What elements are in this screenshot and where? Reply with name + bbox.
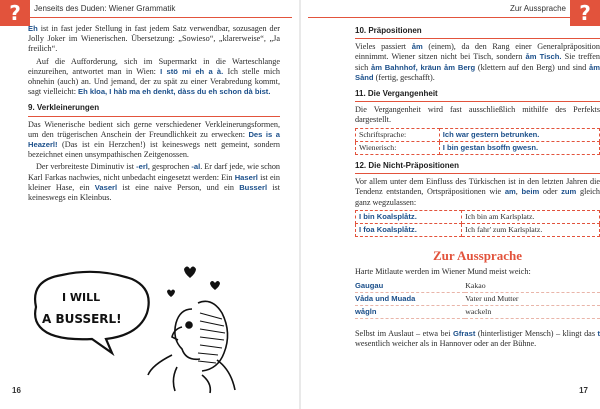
table-cell: wackeln: [465, 306, 600, 319]
table-cell: Schriftsprache:: [356, 128, 440, 141]
heading-rule: [355, 38, 600, 39]
paragraph-auslaut: [355, 329, 600, 349]
running-header: Jenseits des Duden: Wiener Grammatik: [34, 4, 176, 13]
example-table-mitlaute: [355, 280, 600, 320]
paragraph-praepositionen: [355, 42, 600, 83]
dialect-term: Vaserl: [94, 182, 118, 192]
table-cell: Gaugau: [355, 280, 465, 293]
text-run: ist in fast jeder Stellung in fast jedem Satz verwendbar, sozusagen der Jolly Joker im Wienerischen. Übersetzung: „Sowieso“, „klarerweise“, „Ja freilich“.: [28, 24, 280, 54]
table-cell: I foa Koalsplåtz.: [356, 224, 462, 237]
text-run: oder: [539, 187, 562, 197]
dialect-term: -erl: [136, 162, 148, 172]
dialect-term: åm Tisch.: [525, 52, 562, 62]
heading-rule: [355, 101, 600, 102]
paragraph-eh: [28, 24, 280, 55]
text-run: ist keineswegs ein Kleinbus.: [28, 182, 280, 203]
cartoon-illustration: [22, 255, 242, 395]
text-run: (einem), da den Rang einer Generalpräposition einnimmt. Wiener sitzen nicht bei Tisch, sondern: [355, 42, 600, 62]
header-rule: [308, 17, 570, 18]
table-cell: Ich bin am Karlsplatz.: [462, 210, 600, 223]
heart-icon: [167, 267, 220, 298]
text-run: Der verbreiteste Diminutiv ist: [36, 162, 137, 172]
dialect-term: -al: [191, 162, 201, 172]
text-run: (hinterlistiger Mensch) – klingt das: [475, 329, 598, 339]
text-run: ist ein kleiner Hase, ein: [28, 172, 280, 192]
dialect-term: Des is a Heazerl!: [28, 129, 280, 150]
text-run: . Er darf jede, wie schon Karl Farkas nachwies, nicht unbedacht eingesetzt werden: Ein: [28, 162, 281, 182]
dialect-term: Haserl: [234, 172, 258, 182]
table-cell: I bin Koalsplåtz.: [356, 210, 462, 223]
heading-nicht-praepositionen: 12. Die Nicht-Präpositionen: [355, 161, 460, 171]
example-table-nicht-praepositionen: [355, 210, 600, 237]
table-row: [356, 128, 600, 141]
dialect-term: Busserl: [239, 182, 268, 192]
character-drawing: [148, 301, 235, 393]
dialect-term: åm Sånd: [355, 62, 600, 82]
text-run: Das Wienerische bedient sich gerne verschiedener Verkleinerungsformen, um den trügerischen Anschein der Freundlichkeit zu erwecken:: [28, 119, 280, 139]
text-run: ist eine naive Person, und ein: [117, 182, 240, 192]
dialect-term: Eh kloa, I hàb ma eh denkt, dàss du eh schon dà bist.: [78, 87, 271, 97]
paragraph-harte-mitlaute: Harte Mitlaute werden im Wiener Mund meist weich:: [355, 267, 531, 277]
left-text-column: [28, 24, 280, 205]
text-run: Sie treffen sich: [355, 52, 600, 72]
running-header: Zur Aussprache: [509, 4, 566, 13]
paragraph-nicht-praepositionen: [355, 177, 600, 208]
header-rule: [30, 17, 292, 18]
table-cell: Ich war gestern betrunken.: [439, 128, 599, 141]
table-cell: Våda und Muada: [355, 292, 465, 305]
text-run: (klettern auf den Berg) und sind: [475, 62, 590, 72]
heading-verkleinerungen: 9. Verkleinerungen: [28, 103, 100, 113]
table-cell: Kakao: [465, 280, 600, 293]
paragraph-verkleinerung: [28, 120, 280, 161]
text-run: , gesprochen: [147, 162, 192, 172]
text-run: ,: [515, 187, 522, 197]
dialect-term: beim: [521, 187, 540, 197]
speech-text-line2: A BUSSERL!: [42, 312, 122, 326]
question-mark-badge: ?: [570, 0, 600, 26]
table-cell: Vater und Mutter: [465, 292, 600, 305]
table-row: [356, 141, 600, 154]
text-run: (Das ist ein Herzchen!) ist keineswegs nett gemeint, sondern bezeichnet einen unsympathischen Zeitgenossen.: [28, 140, 280, 160]
section-title: Zur Aussprache: [433, 248, 522, 264]
table-cell: wågln: [355, 306, 465, 319]
dialect-term: zum: [561, 187, 577, 197]
dialect-term: Gfrast: [453, 329, 476, 339]
paragraph-diminutiv: [28, 162, 280, 203]
dialect-term: t: [597, 329, 600, 339]
page-number: 17: [579, 386, 588, 395]
text-run: gleich ganz wegzulassen:: [355, 187, 600, 207]
text-run: Vor allem unter dem Einfluss des Türkischen ist in den letzten Jahren die Tendenz entstanden, Ortspräpositionen wie: [355, 177, 600, 197]
dialect-term: Eh: [28, 24, 38, 33]
dialect-term: am: [504, 187, 516, 197]
example-table-vergangenheit: [355, 128, 600, 155]
text-run: wesentlich weicher als in Hannover oder an der Bühne.: [355, 339, 537, 349]
heading-rule: [355, 173, 600, 174]
heading-vergangenheit: 11. Die Vergangenheit: [355, 89, 438, 99]
text-run: (fertig, geschafft).: [373, 72, 435, 82]
table-row: [356, 224, 600, 237]
dialect-term: åm: [411, 42, 423, 52]
heading-rule: [28, 116, 280, 117]
table-row: [355, 292, 600, 305]
text-run: Auf die Aufforderung, sich im Supermarkt in die Warteschlange einzureihen, antwortet man in Wien:: [28, 56, 280, 76]
dialect-term: I stö mi eh a à.: [160, 66, 224, 76]
paragraph-vergangenheit: Die Vergangenheit wird fast ausschließlich mithilfe des Perfekts dargestellt.: [355, 105, 600, 125]
table-row: [355, 306, 600, 319]
table-row: [355, 280, 600, 293]
text-run: Vieles passiert: [355, 42, 412, 52]
right-text-column: [355, 24, 600, 352]
table-row: [356, 210, 600, 223]
table-cell: Ich fahr' zum Karlsplatz.: [462, 224, 600, 237]
paragraph-supermarkt: [28, 57, 280, 98]
heading-praepositionen: 10. Präpositionen: [355, 26, 422, 35]
question-mark-badge: ?: [0, 0, 30, 26]
text-run: Ich stelle mich ohnehin (auch) an. Und jemand, der zu spät zu einer Verabredung kommt, sagt vielleicht:: [28, 66, 280, 97]
table-cell: I bin gestan bsoffn gwesn.: [439, 141, 599, 154]
text-run: Selbst im Auslaut – etwa bei: [355, 329, 453, 339]
dialect-term: åm Bahnhof, kräun åm Berg: [370, 62, 476, 72]
page-number: 16: [12, 386, 21, 395]
speech-text-line1: I WILL: [62, 291, 101, 304]
table-cell: Wienerisch:: [356, 141, 440, 154]
